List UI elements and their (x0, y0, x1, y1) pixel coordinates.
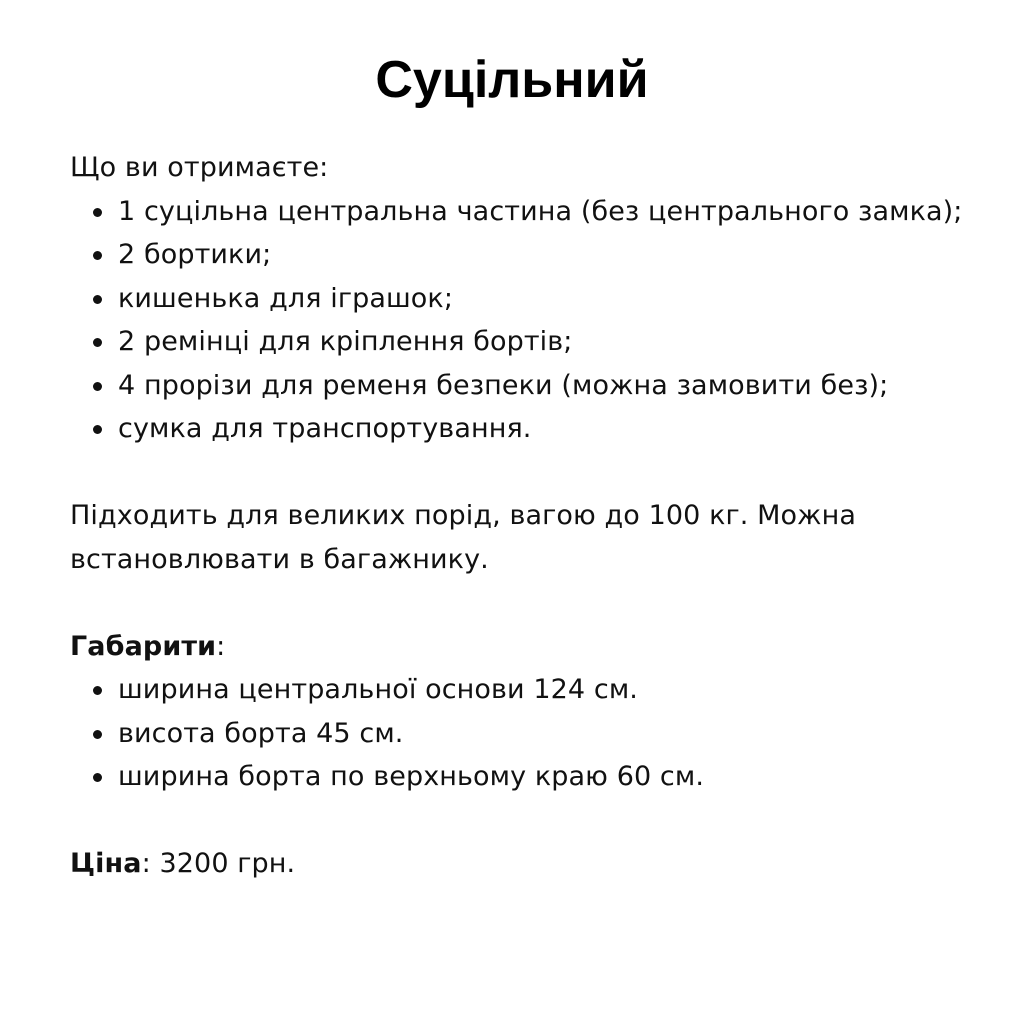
list-item: сумка для транспортування. (118, 407, 970, 451)
spacer (70, 799, 970, 843)
suitability-text: Підходить для великих порід, вагою до 100 кг. Можна встановлювати в багажнику. (70, 500, 857, 575)
list-item: 2 бортики; (118, 233, 970, 277)
includes-heading-text: Що ви отримаєте: (70, 152, 329, 183)
list-item: ширина центральної основи 124 см. (118, 668, 970, 712)
dimensions-heading-colon: : (216, 630, 226, 662)
list-item: 4 прорізи для ременя безпеки (можна замовити без); (118, 364, 970, 408)
product-description (70, 146, 970, 886)
list-item: 1 суцільна центральна частина (без центрального замка); (118, 190, 970, 234)
page-title: Суцільний (375, 51, 649, 109)
price-value: 3200 грн. (150, 848, 296, 879)
spacer (70, 451, 970, 495)
list-item: кишенька для іграшок; (118, 277, 970, 321)
price-line (70, 842, 970, 886)
dimensions-heading-text: Габарити (70, 630, 217, 662)
price-label: Ціна (70, 848, 142, 879)
dimensions-heading (70, 625, 970, 669)
includes-heading (70, 146, 970, 190)
price-colon: : (141, 848, 151, 879)
dimensions-list (70, 668, 970, 799)
includes-list (70, 190, 970, 451)
list-item: висота борта 45 см. (118, 712, 970, 756)
spacer (70, 581, 970, 625)
list-item: ширина борта по верхньому краю 60 см. (118, 755, 970, 799)
list-item: 2 ремінці для кріплення бортів; (118, 320, 970, 364)
